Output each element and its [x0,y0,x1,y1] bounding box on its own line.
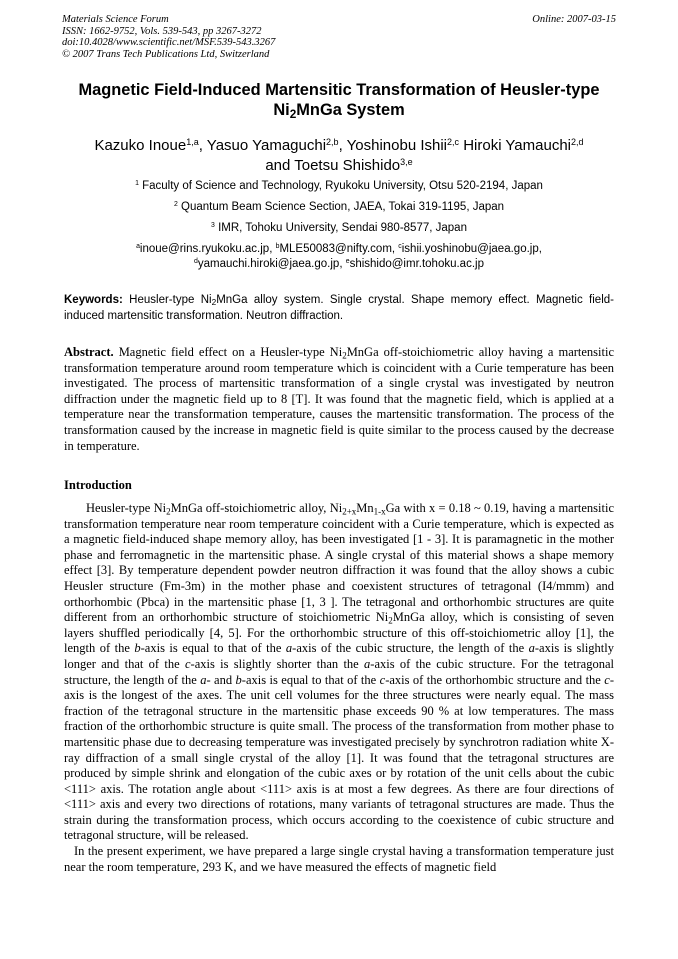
email-list [30,242,648,272]
email-address[interactable]: inoue@rins.ryukoku.ac.jp, [139,243,276,255]
paper-title [40,80,638,120]
title-line-1: Magnetic Field-Induced Martensitic Transformation of Heusler-type [78,81,600,99]
email-mark: e [345,258,350,266]
abstract-text: Magnetic field effect on a Heusler-type Ni [113,345,343,359]
email-address[interactable]: ishii.yoshinobu@jaea.go.jp, [401,243,542,255]
axis-symbol: b [134,641,141,656]
author-name: Yasuo Yamaguchi [206,137,327,154]
intro-paragraph-1 [64,501,614,844]
subscript: 2+x [342,506,357,517]
email-mark: a [136,243,140,251]
keywords-label: Keywords: [64,294,123,306]
axis-symbol: c [184,656,191,671]
axis-symbol: c [604,672,610,687]
online-date: Online: 2007-03-15 [532,14,616,25]
authors-line-1 [30,136,648,156]
text-run: -axis of the orthorhombic structure and the [385,672,605,687]
text-run: -axis is equal to that of the [241,672,380,687]
affiliation-1 [20,180,658,192]
author-affiliation-mark: 2,d [571,137,584,148]
subscript: 2 [166,506,171,517]
axis-symbol: a [200,672,207,687]
text-run: -axis is slightly shorter than the [190,656,365,671]
author-list [30,136,648,176]
text-run: -axis is the longest of the axes. The unit cell volumes for the three structures were nearly equal. The mass fraction of the tetragonal structure in the martensitic phase exceeds 90 % at low temperatures. The mass fraction of the orthorhombic structure is quite small. The process of the transformation from mother phase to martensitic phase due to decreasing temperature was investigated precisely by synchrotron radiation white X-ray diffraction of a small single crystal of the alloy [1]. It was found that the tetragonal structures are produced by simple shrink and elongation of the cubic axes or by rotation of the unit cells about the cubic <111> axis. The rotation angle about <111> axis is at most a few degrees. As there are four directions of <111> axis and every two directions of rotations, many variants of tetragonal structures are made. Thus the strain during the transformation process, which occurs according to the coexistence of cubic structure and tetragonal structure, will be released. [64,672,615,843]
keywords-text: Heusler-type Ni [122,294,212,306]
author-separator: , [198,137,207,154]
text-run: MnGa off-stoichiometric alloy, Ni [170,501,343,515]
keywords-block [64,293,614,324]
affiliation-text: IMR, Tohoku University, Sendai 980-8577, Japan [218,222,467,234]
author-affiliation-mark: 3,e [400,157,413,168]
abstract-block [64,345,614,454]
text-run: Heusler-type Ni [86,501,167,515]
text-run: Mn [356,501,374,515]
author-affiliation-mark: 1,a [186,137,199,148]
affiliation-mark: 2 [173,201,178,209]
keywords-text: MnGa alloy system. Single crystal. Shape memory effect. Magnetic field-induced martensitic transformation. Neutron diffraction. [64,294,614,322]
authors-line-2 [30,156,648,176]
title-ni: Ni [273,101,290,119]
axis-symbol: b [235,672,242,687]
author-name: Yoshinobu Ishii [346,137,447,154]
affiliation-text: Quantum Beam Science Section, JAEA, Tokai 319-1195, Japan [181,201,505,213]
author-separator: , [338,137,347,154]
text-run: Ga with x = 0.18 ~ 0.19, having a martensitic transformation temperature near room temperature coincident with a Curie temperature, which is expected as a magnetic field-induced shape memory alloy, has been investigated [1 - 3]. It is paramagnetic in the mother phase and ferromagnetic in the martensitic phase. A single crystal of this material shows a shape memory effect [3]. By temperature dependent powder neutron diffraction it was found that the alloy shows a cubic Heusler structure (Fm-3m) in the mother phase and coexistent structures of tetragonal (I4/mmm) and orthorhombic (Pbca) in the martensitic phase [1, 3 ]. The tetragonal and orthorhombic structures are quite different from an orthorhombic structure of stoichiometric Ni [64,501,614,625]
abstract-label: Abstract. [64,345,114,359]
emails-line-2 [30,257,648,272]
copyright-line: © 2007 Trans Tech Publications Ltd, Switzerland [62,48,270,60]
doi-line[interactable]: doi:10.4028/www.scientific.net/MSF.539-543.3267 [62,37,276,48]
subscript: 2 [388,615,393,626]
affiliation-3 [20,222,658,234]
axis-symbol: a [528,641,535,656]
abstract-subscript: 2 [342,350,347,361]
introduction-heading: Introduction [64,478,132,492]
title-line-2 [40,100,638,120]
text-run: -axis of the cubic structure. For the tetragonal structure, the length of the [64,656,614,687]
author-name: Hiroki Yamauchi [463,137,572,154]
axis-symbol: a [364,656,371,671]
text-run: - and [206,672,236,687]
email-address[interactable]: shishido@imr.tohoku.ac.jp [349,258,484,270]
author-name: Kazuko Inoue [94,137,187,154]
affiliation-mark: 3 [211,222,215,230]
text-run: -axis is equal to that of the [140,641,286,656]
author-affiliation-mark: 2,c [447,137,460,148]
abstract-text: MnGa off-stoichiometric alloy having a martensitic transformation temperature around room temperature which is coincident with a Curie temperature has been investigated. The process of martensitic transformation of a single crystal was investigated by neutron diffraction under the magnetic field up to 8 [T]. It was found that the magnetic field, which is applied at a temperature near the transformation temperature, causes the martensitic transformation. The process of the transformation caused by the increase in magnetic field is quite similar to the process caused by the decrease in temperature. [64,345,615,453]
keywords-subscript: 2 [211,298,217,308]
email-address[interactable]: yamauchi.hiroki@jaea.go.jp, [197,258,346,270]
text-run: MnGa alloy, which is consisting of seven layers shuffled periodically [4, 5]. For the orthorhombic structure of this off-stoichiometric alloy [1], the length of the [64,610,614,656]
introduction-body [64,501,614,875]
journal-name: Materials Science Forum [62,14,169,25]
affiliation-2 [20,201,658,213]
title-subscript: 2 [289,106,297,121]
text-run: -axis is slightly longer and that of the [64,641,615,671]
author-name: and Toetsu Shishido [265,157,401,174]
intro-paragraph-2: In the present experiment, we have prepared a large single crystal having a transformation temperature just near the room temperature, 293 K, and we have measured the effects of magnetic field [64,844,614,874]
axis-symbol: a [285,641,293,656]
email-address[interactable]: MLE50083@nifty.com, [279,243,399,255]
author-affiliation-mark: 2,b [326,137,339,148]
subscript: 1-x [373,506,386,517]
email-mark: b [275,243,280,251]
email-mark: c [398,243,402,251]
email-mark: d [194,258,198,266]
issn-line: ISSN: 1662-9752, Vols. 539-543, pp 3267-3272 [62,25,262,37]
title-rest: MnGa System [296,101,405,119]
journal-header [62,14,616,60]
affiliation-mark: 1 [135,180,139,188]
text-run: -axis of the cubic structure, the length of the [292,641,529,656]
affiliation-text: Faculty of Science and Technology, Ryukoku University, Otsu 520-2194, Japan [142,180,543,192]
emails-line-1 [30,242,648,257]
axis-symbol: c [379,672,386,687]
